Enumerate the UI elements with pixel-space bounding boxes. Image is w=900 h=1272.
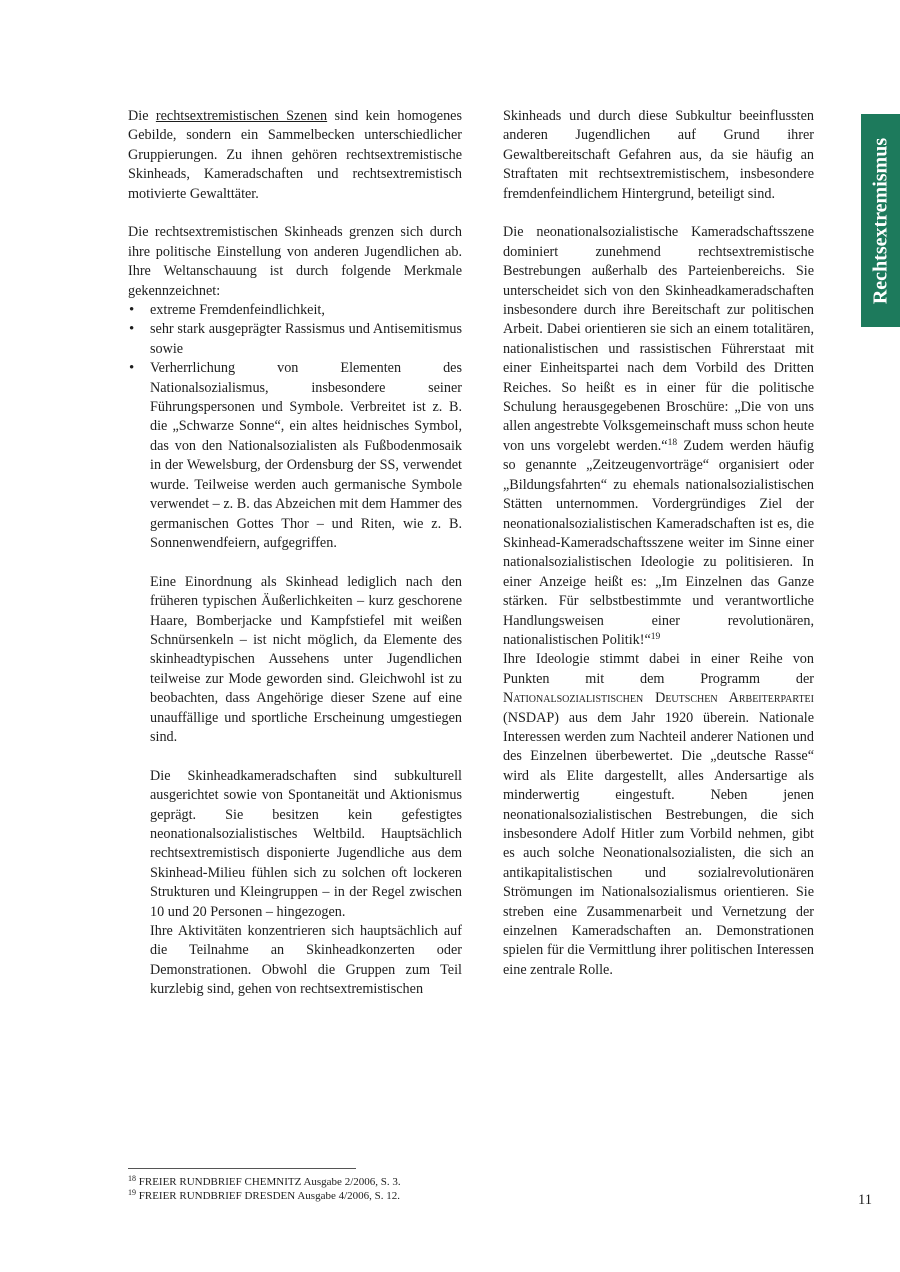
footnote-divider bbox=[128, 1168, 356, 1169]
neonazi-paragraph bbox=[503, 223, 814, 650]
ideologie-text-start: Ihre Ideologie stimmt dabei in einer Reihe von Punkten mit dem Programm der bbox=[503, 651, 814, 687]
footnote-number: 18 bbox=[128, 1174, 136, 1183]
footnotes bbox=[128, 1175, 401, 1204]
footnote-reference-19: 19 bbox=[650, 631, 661, 642]
continuation-paragraph: Skinheads und durch diese Subkultur beeinflussten anderen Jugendlichen auf Grund ihrer Gewaltbereitschaft Gefahren aus, da sie häufig an Straftaten mit rechtsextremistischem, insbesondere fremdenfeindlichem Hintergrund, beteiligt sind. bbox=[503, 108, 814, 202]
list-item: • Verherrlichung von Elementen des Nationalsozialismus, insbesondere seiner Führungspersonen und Symbole. Verbreitet ist z. B. die „Schwarze Sonne“, ein altes heidnisches Symbol, das von den Nationalsozialisten als Fußbodenmosaik in der Wewelsburg, der Ordensburg der SS, verwendet wurde. Teilweise werden auch germanische Symbole verwendet – z. B. das Abzeichen mit dem Hammer des germanischen Gottes Thor – und Riten, wie z. B. Sonnenwendfeiern, aufgegriffen. bbox=[128, 359, 462, 553]
footnote bbox=[128, 1175, 401, 1189]
characteristics-list bbox=[128, 301, 462, 553]
einordnung-paragraph: Eine Einordnung als Skinhead lediglich nach den früheren typischen Äußerlichkeiten – kurz geschorene Haare, Bomberjacke und Kampfstiefel mit weißen Schnürsenkeln – ist nicht möglich, da Elemente des skinheadtypischen Aussehens unter Jugendlichen teilweise zur Mode geworden sind. Gleichwohl ist zu beobachten, dass Angehörige dieser Szene auf eine unauffällige und sportliche Erscheinung umgestiegen sind. bbox=[150, 573, 462, 745]
intro-paragraph bbox=[128, 107, 462, 204]
page-number: 11 bbox=[858, 1192, 872, 1208]
intro-text-start: Die bbox=[128, 108, 156, 124]
list-item: • extreme Fremdenfeindlichkeit, bbox=[128, 301, 462, 320]
footnote-text: FREIER RUNDBRIEF CHEMNITZ Ausgabe 2/2006, S. 3. bbox=[138, 1176, 401, 1188]
neonazi-text-part2: Zudem werden häufig so genannte „Zeitzeugenvorträge“ organisiert oder „Bildungsfahrten“ zu ehemals nationalsozialistischen Stätten unternommen. Vordergründiges Ziel der neonationalsozialistischen Kameradschaften ist es, die Skinhead-Kameradschaftsszene weiter im Sinne einer nationalsozialistischen Ideologie zu politisieren. In einer Anzeige heißt es: „Im Einzelnen das Ganze stärken. Für selbstbestimmte und verantwortliche Handlungsweisen einer revolutionären, nationalistischen Politik!“ bbox=[503, 437, 814, 648]
ideologie-text-end: (NSDAP) aus dem Jahr 1920 überein. Nationale Interessen werden zum Nachteil anderer Nationen und des Einzelnen überbewertet. Die „deutsche Rasse“ wird als Elite dargestellt, alles Andersartige als minderwertig eingestuft. Neben jenen neonationalsozialistischen Bestrebungen, die sich insbesondere Adolf Hitler zum Vorbild nehmen, gibt es auch solche Neonationalsozialisten, die sich an antikapitalistischen und sozialrevolutionären Strömungen im Nationalsozialismus orientieren. Sie streben eine Zusammenarbeit und Vernetzung der einzelnen Kameradschaften an. Demonstrationen spielen für die Vermittlung ihrer politischen Interessen eine zentrale Rolle. bbox=[503, 709, 814, 978]
glossary-link-rechtsextremistische-szenen[interactable]: rechtsextremistischen Szenen bbox=[155, 108, 328, 124]
section-tab-label: Rechtsextremismus bbox=[869, 137, 891, 304]
neonazi-text-part1: Die neonationalsozialistische Kameradschaftsszene dominiert zunehmend rechtsextremistische Bestrebungen außerhalb des Parteienbereichs. Sie unterscheidet sich von den Skinheadkameradschaften insbesondere durch ihre Bereitschaft zur politischen Arbeit. Dabei orientieren sie sich an einem totalitären, nationalistischen und rassistischen Führerstaat mit einer Einheitspartei nach dem Vorbild des Dritten Reiches. So heißt es in einer für die politische Schulung herausgegebenen Broschüre: „Die von uns allen angestrebte Volksgemeinschaft muss schon heute von uns vorgelebt werden.“ bbox=[503, 224, 814, 454]
section-tab bbox=[861, 114, 900, 327]
intro-text-end: sind kein homogenes Gebilde, sondern ein Sammelbecken unterschiedlicher Gruppierungen. Zu ihnen gehören rechtsextremistische Skinheads, Kameradschaften und rechtsextremistisch motivierte Gewalttäter. bbox=[128, 108, 462, 202]
right-column bbox=[503, 107, 814, 980]
footnote-reference-18: 18 bbox=[667, 437, 678, 448]
kameradschaften-paragraph: Die Skinheadkameradschaften sind subkulturell ausgerichtet sowie von Spontaneität und Aktionismus geprägt. Sie besitzen kein gefestigtes neonationalsozialistisches Weltbild. Hauptsächlich rechtsextremistisch disponierte Jugendliche aus dem Skinhead-Milieu fühlen sich zu solchen oft lockeren Strukturen und Kleingruppen – in der Regel zwischen 10 und 20 Personen – hingezogen. bbox=[150, 767, 462, 920]
list-item: • sehr stark ausgeprägter Rassismus und Antisemitismus sowie bbox=[128, 320, 462, 359]
ideologie-paragraph bbox=[503, 650, 814, 980]
footnote-text: FREIER RUNDBRIEF DRESDEN Ausgabe 4/2006, S. 12. bbox=[138, 1190, 401, 1203]
footnote bbox=[128, 1189, 401, 1203]
skinheads-intro-paragraph: Die rechtsextremistischen Skinheads grenzen sich durch ihre politische Einstellung von anderen Jugendlichen ab. Ihre Weltanschauung ist durch folgende Merkmale gekennzeichnet: bbox=[128, 224, 462, 299]
aktivitaeten-paragraph: Ihre Aktivitäten konzentrieren sich hauptsächlich auf die Teilnahme an Skinheadkonzerten oder Demonstrationen. Obwohl die Gruppen zum Teil kurzlebig sind, gehen von rechtsextremistischen bbox=[150, 923, 462, 998]
left-column bbox=[128, 107, 462, 1000]
footnote-number: 19 bbox=[128, 1188, 136, 1198]
party-name: Nationalsozialistischen Deutschen Arbeiterpartei bbox=[503, 690, 814, 707]
